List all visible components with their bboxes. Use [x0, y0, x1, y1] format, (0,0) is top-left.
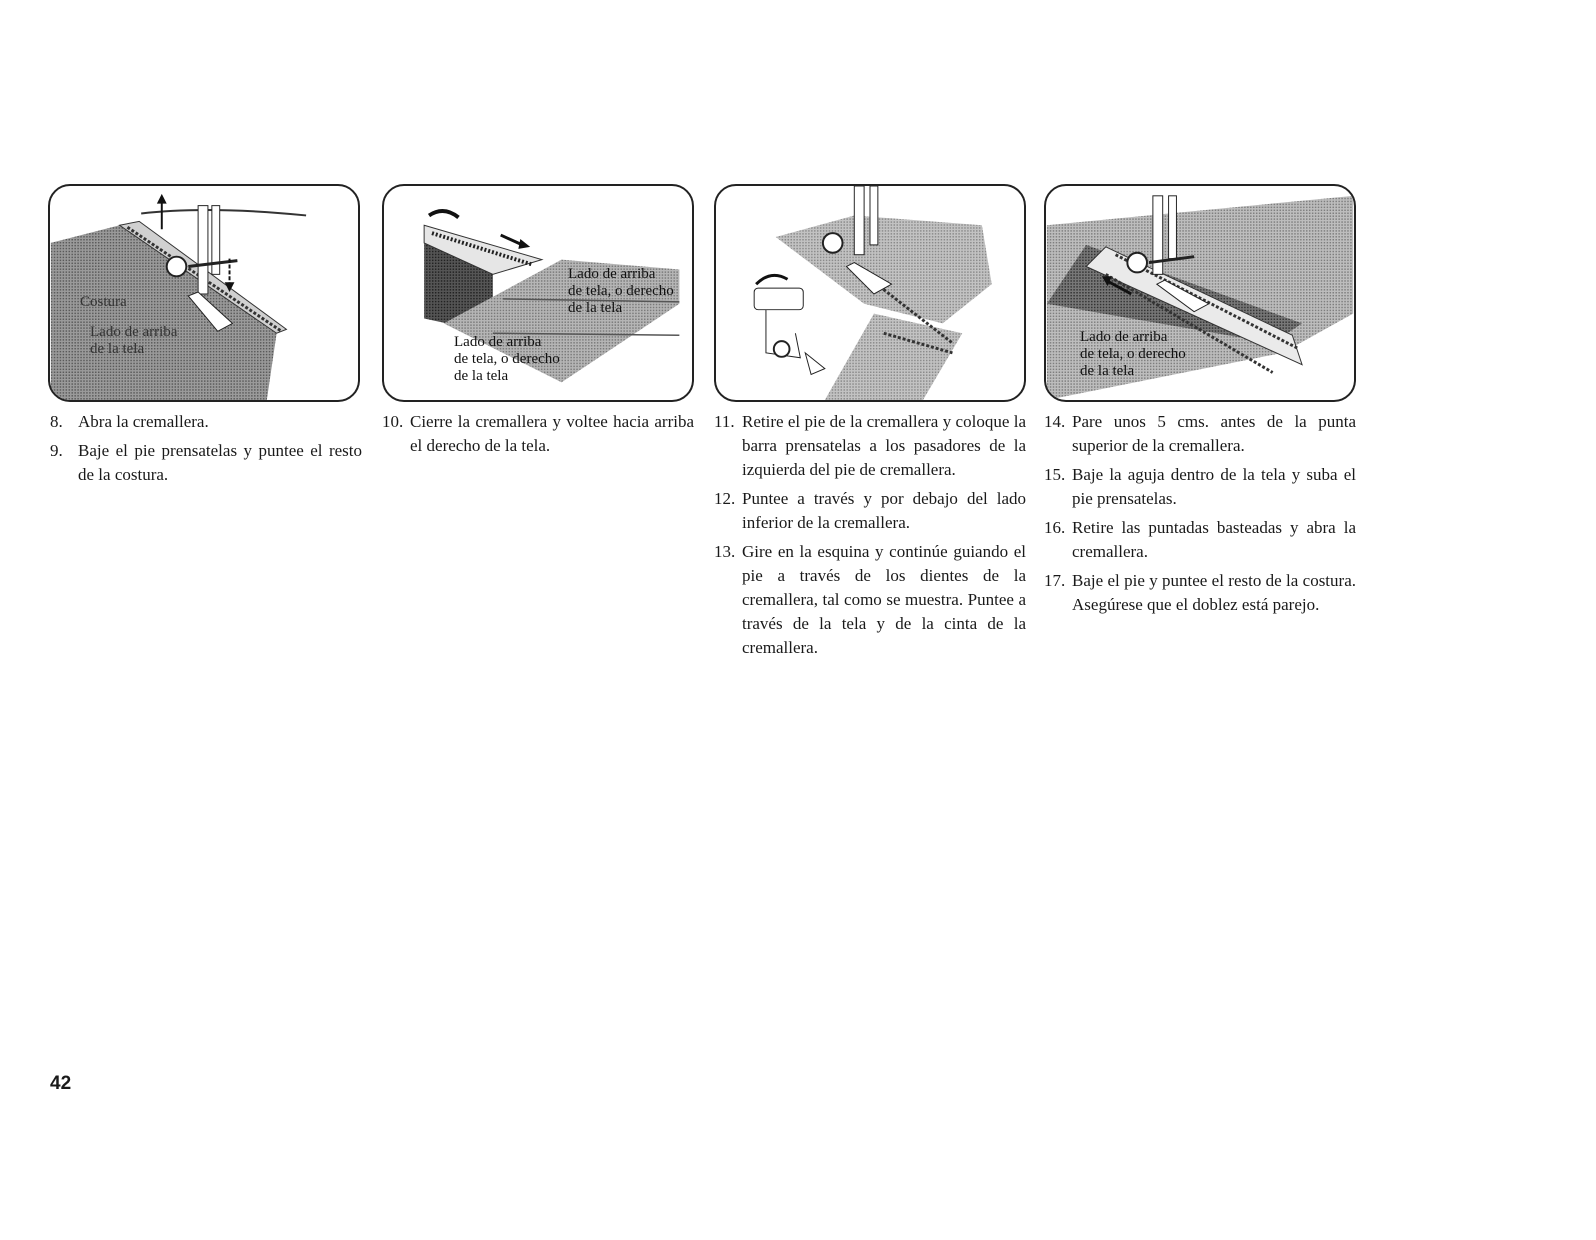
- step-13: [714, 540, 1026, 660]
- step-11: [714, 410, 1026, 482]
- step-number: 14.: [1044, 412, 1066, 431]
- figure-2-label-3: de la tela: [568, 300, 623, 316]
- step-number: 11.: [714, 412, 735, 431]
- figure-3-illustration: [716, 186, 1024, 400]
- step-number: 12.: [714, 489, 736, 508]
- step-number: 13.: [714, 542, 736, 561]
- step-text: Baje el pie prensatelas y puntee el resto de la costura.: [78, 441, 362, 484]
- step-text: Pare unos 5 cms. antes de la punta superior de la cremallera.: [1072, 412, 1356, 455]
- step-text: Retire el pie de la cremallera y coloque la barra prensatelas a los pasadores de la izquierda del pie de cremallera.: [742, 412, 1026, 479]
- step-9: [50, 439, 362, 487]
- instructions-column-1: [50, 410, 362, 492]
- figure-step-8-9: [48, 184, 360, 402]
- step-number: 16.: [1044, 518, 1066, 537]
- step-15: [1044, 463, 1356, 511]
- figure-2-label-1: Lado de arriba: [568, 266, 656, 282]
- instructions-column-3: [714, 410, 1026, 665]
- step-text: Baje la aguja dentro de la tela y suba el pie prensatelas.: [1072, 465, 1356, 508]
- step-text: Puntee a través y por debajo del lado inferior de la cremallera.: [742, 489, 1026, 532]
- step-text: Baje el pie y puntee el resto de la costura. Asegúrese que el doblez está parejo.: [1072, 571, 1356, 614]
- figure-4-label-1: Lado de arriba: [1080, 329, 1168, 345]
- step-number: 15.: [1044, 465, 1066, 484]
- step-text: Retire las puntadas basteadas y abra la cremallera.: [1072, 518, 1356, 561]
- figure-1-label-3: de la tela: [90, 341, 145, 357]
- instructions-column-2: [382, 410, 694, 463]
- step-17: [1044, 569, 1356, 617]
- step-10: [382, 410, 694, 458]
- step-14: [1044, 410, 1356, 458]
- figure-step-10: [382, 184, 694, 402]
- step-number: 8.: [50, 412, 63, 431]
- step-number: 9.: [50, 441, 63, 460]
- figure-step-11-13: [714, 184, 1026, 402]
- instructions-column-4: [1044, 410, 1356, 622]
- step-number: 10.: [382, 412, 404, 431]
- figure-2-label-6: de la tela: [454, 368, 509, 384]
- figure-2-label-5: de tela, o derecho: [454, 351, 560, 367]
- figure-1-illustration: [50, 186, 358, 400]
- figure-step-14-17: [1044, 184, 1356, 402]
- step-text: Gire en la esquina y continúe guiando el pie a través de los dientes de la cremallera, tal como se muestra. Puntee a través de la tela y de la cinta de la cremallera.: [742, 542, 1026, 657]
- step-text: Cierre la cremallera y voltee hacia arriba el derecho de la tela.: [410, 412, 694, 455]
- step-16: [1044, 516, 1356, 564]
- figure-2-label-4: Lado de arriba: [454, 334, 542, 350]
- figure-1-label-2: Lado de arriba: [90, 324, 178, 340]
- figure-2-label-2: de tela, o derecho: [568, 283, 674, 299]
- figure-4-label-2: de tela, o derecho: [1080, 346, 1186, 362]
- step-12: [714, 487, 1026, 535]
- figure-1-label-1: Costura: [80, 294, 127, 310]
- step-number: 17.: [1044, 571, 1066, 590]
- figure-4-label-3: de la tela: [1080, 363, 1135, 379]
- step-text: Abra la cremallera.: [78, 412, 209, 431]
- step-8: [50, 410, 362, 434]
- page-number: 42: [50, 1073, 72, 1094]
